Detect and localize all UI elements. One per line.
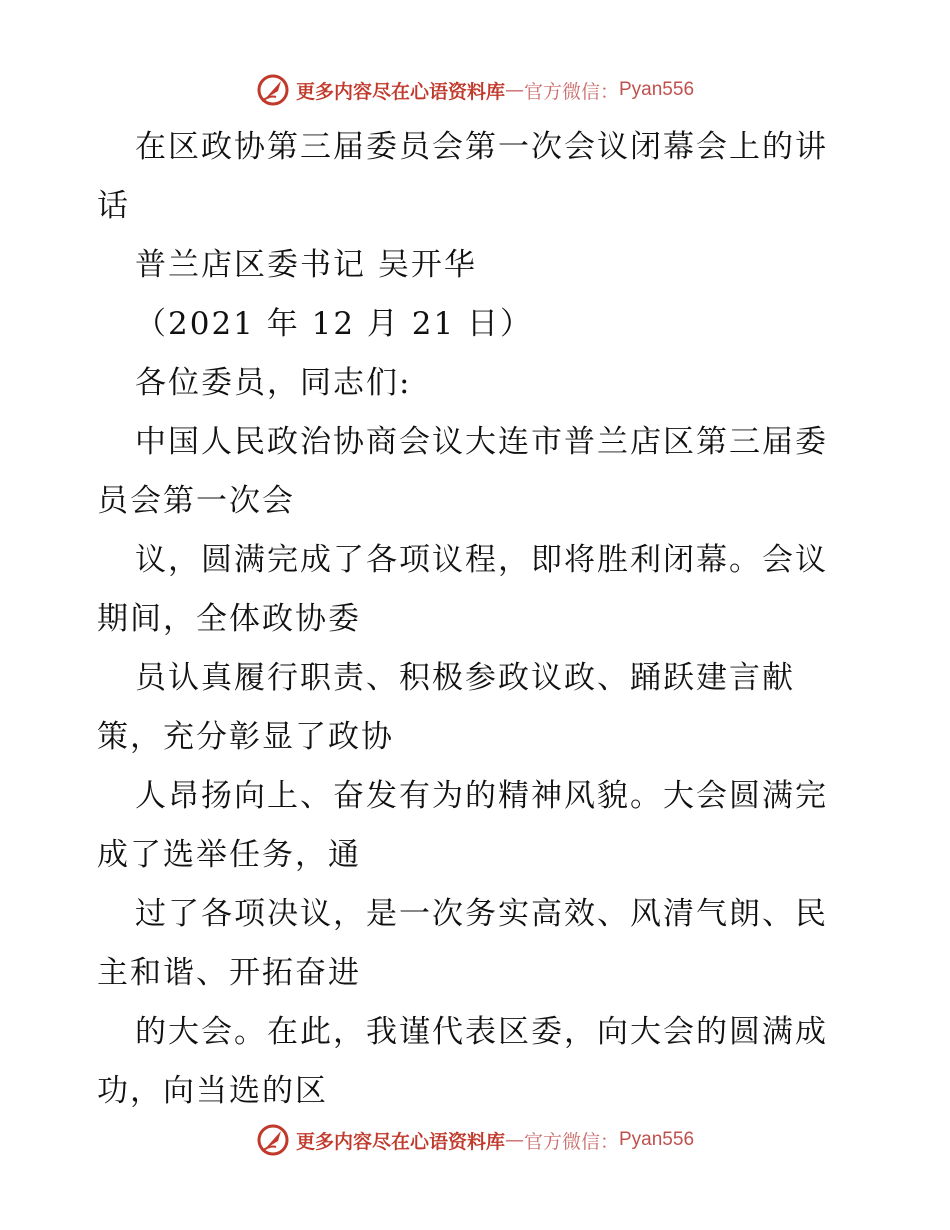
paragraph-line: 员认真履行职责、积极参政议政、踊跃建言献 [135,660,795,696]
banner-text: 更多内容尽在心语资料库 [295,80,505,103]
quill-logo-icon [256,1123,290,1157]
paragraph-line: 成了选举任务，通 [97,837,361,873]
banner-wechat-id: Pyan556 [619,1129,695,1150]
banner-separator: — [504,79,524,101]
document-salutation: 各位委员，同志们: [135,365,412,401]
document-date: （2021 年 12 月 21 日） [135,306,534,342]
banner-wechat-label: 官方微信： [523,1130,619,1153]
paragraph-line: 过了各项决议，是一次务实高效、风清气朗、民 [135,896,828,932]
paragraph-line: 中国人民政治协商会议大连市普兰店区第三届委 [135,424,828,460]
banner-separator: — [504,1129,524,1151]
document-title-line-1: 在区政协第三届委员会第一次会议闭幕会上的讲 [135,129,828,165]
document-author: 普兰店区委书记 吴开华 [135,247,477,283]
paragraph-line: 人昂扬向上、奋发有为的精神风貌。大会圆满完 [135,778,828,814]
paragraph-line: 策，充分彰显了政协 [97,719,394,755]
paragraph-line: 议，圆满完成了各项议程，即将胜利闭幕。会议 [135,542,828,578]
document-body [97,118,857,1121]
banner-wechat-id: Pyan556 [619,79,695,100]
banner-wechat-label: 官方微信： [523,80,619,103]
banner-text: 更多内容尽在心语资料库 [295,1130,505,1153]
paragraph-line: 期间，全体政协委 [97,601,361,637]
footer-banner [0,1120,950,1160]
paragraph-line: 功，向当选的区 [97,1073,328,1109]
quill-logo-icon [256,73,290,107]
paragraph-line: 员会第一次会 [97,483,295,519]
paragraph-line: 主和谐、开拓奋进 [97,955,361,991]
header-banner [0,70,950,110]
paragraph-line: 的大会。在此，我谨代表区委，向大会的圆满成 [135,1014,828,1050]
document-title-line-2: 话 [97,188,130,224]
